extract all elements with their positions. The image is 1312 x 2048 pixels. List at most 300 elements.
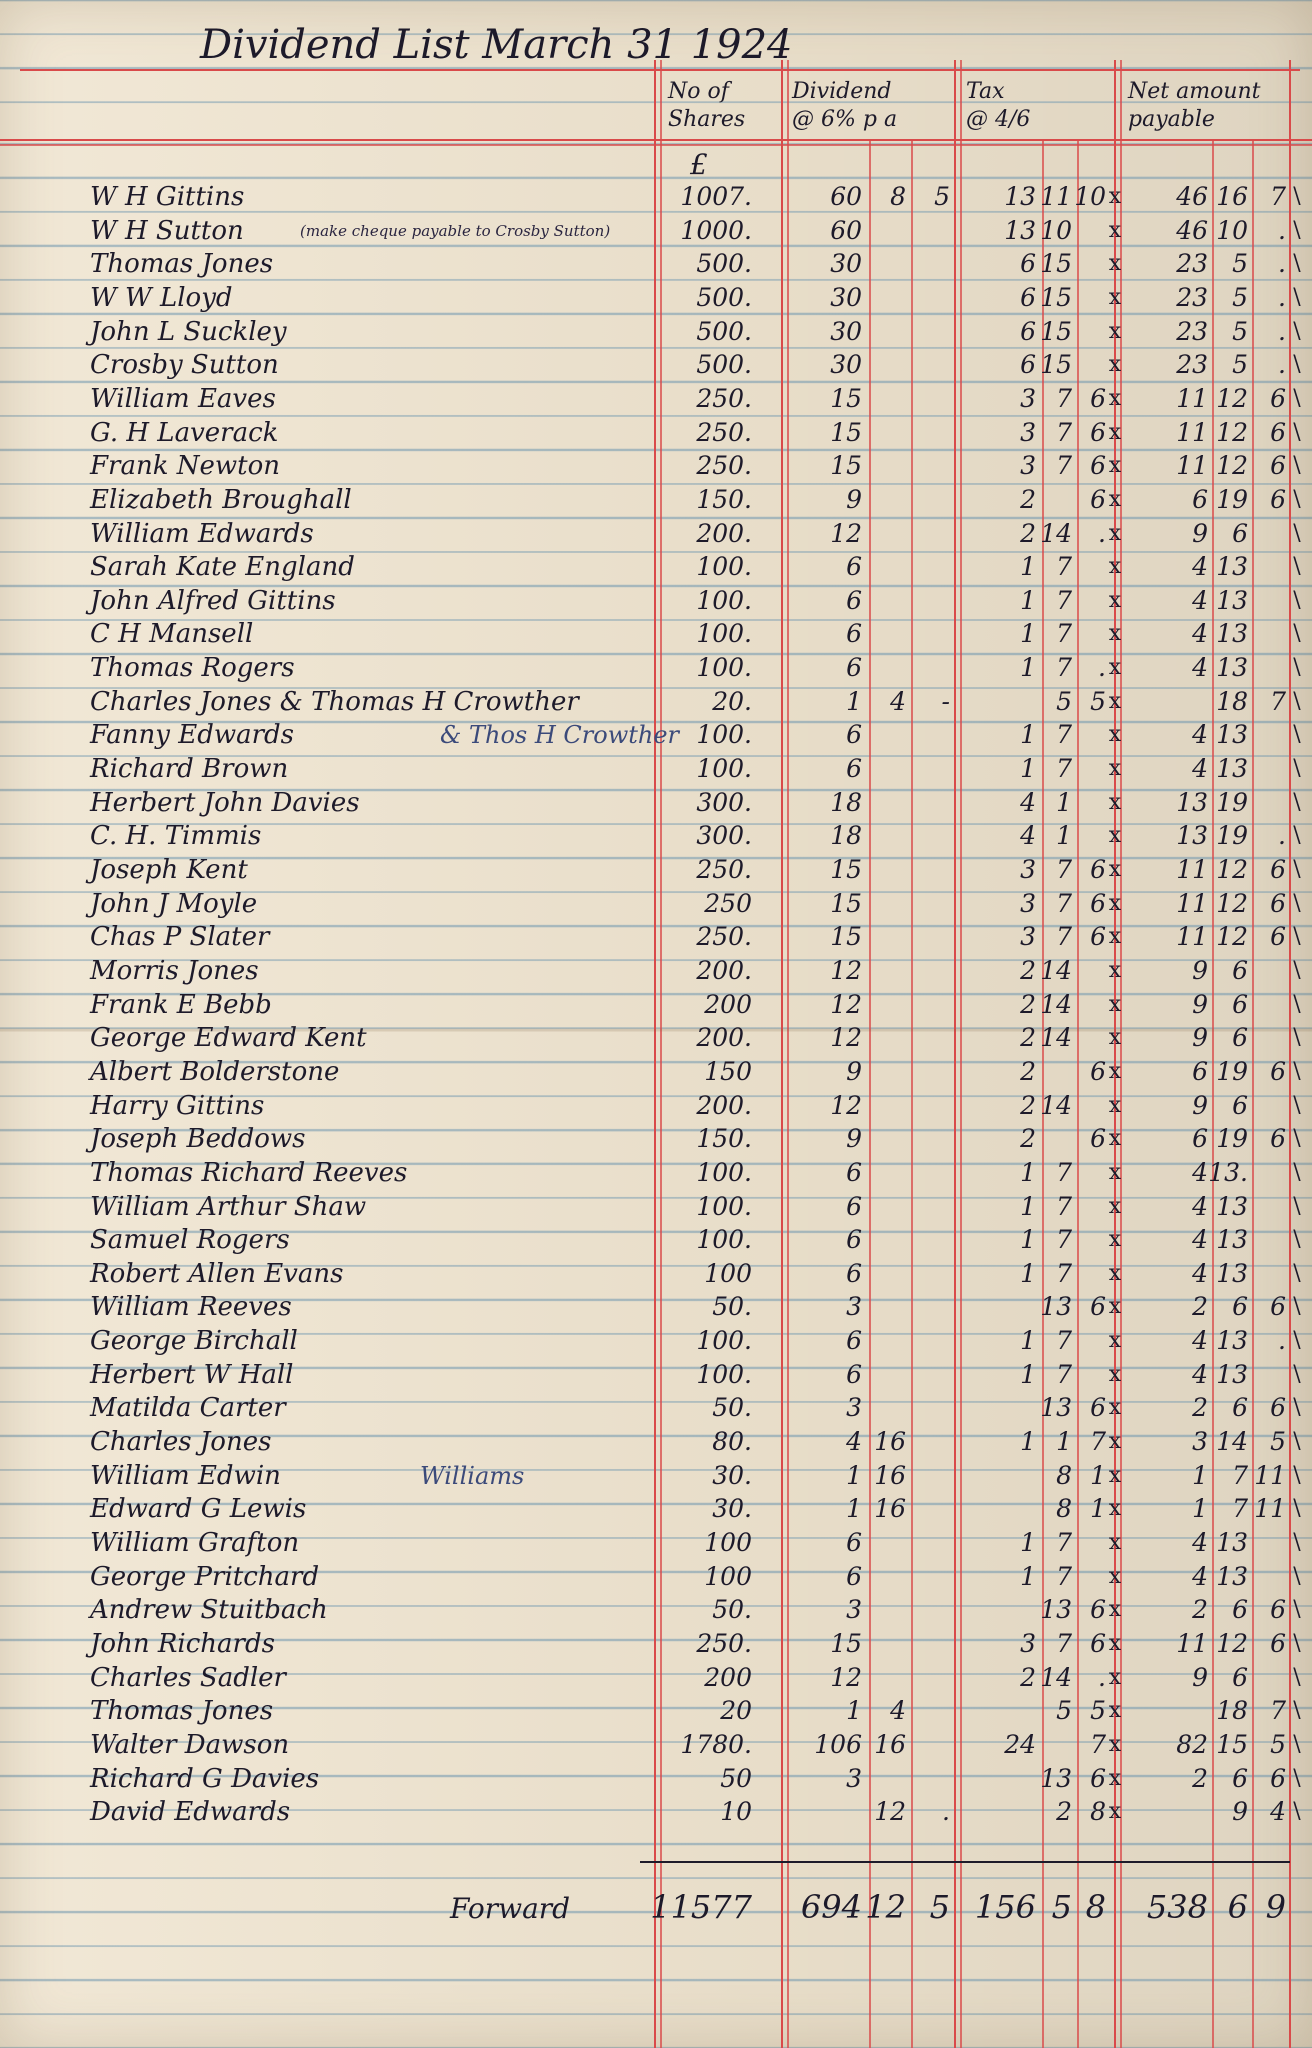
tax-shillings-cell: 14 [1040, 1663, 1072, 1692]
shares-cell: 100. [696, 754, 752, 783]
tax-pence-cell [1070, 1324, 1106, 1358]
net-pence-cell [1246, 617, 1286, 651]
div-shillings-cell [862, 1661, 906, 1695]
tax-pounds-cell: 1 [1020, 653, 1036, 682]
check-mark: \ [1293, 1126, 1301, 1151]
net-pounds-cell: 13 [1176, 788, 1208, 817]
net-shillings-cell: 13 [1216, 720, 1248, 749]
tick-mark: x [1108, 319, 1122, 344]
tax-pounds-cell: 3 [1020, 855, 1036, 884]
net-pounds-cell [1120, 1795, 1208, 1829]
div-shillings-cell [862, 1762, 906, 1796]
tax-shillings-cell: 7 [1056, 1192, 1072, 1221]
tax-pence-cell [1070, 1156, 1106, 1190]
tax-shillings-cell [1036, 483, 1072, 517]
tax-shillings-cell: 5 [1056, 687, 1072, 716]
div-pounds-cell: 30 [830, 317, 862, 346]
check-mark: \ [1293, 992, 1301, 1017]
div-pence-cell [904, 214, 950, 248]
tick-mark: x [1108, 487, 1122, 512]
div-shillings-cell [862, 382, 906, 416]
tax-pounds-cell: 1 [1020, 552, 1036, 581]
header-tax-line2: @ 4/6 [966, 107, 1031, 132]
div-shillings-cell: 16 [874, 1494, 906, 1523]
tax-shillings-cell [1036, 1122, 1072, 1156]
net-pence-cell: 7 [1270, 182, 1286, 211]
shareholder-name: Sarah Kate England [90, 552, 355, 582]
tax-pence-cell [1070, 1526, 1106, 1560]
net-shillings-cell: 13. [1208, 1158, 1248, 1187]
tax-pence-cell [1070, 281, 1106, 315]
net-shillings-cell: 5 [1232, 283, 1248, 312]
net-shillings-cell: 13 [1216, 653, 1248, 682]
div-pence-cell [904, 1156, 950, 1190]
tick-mark: x [1108, 1294, 1122, 1319]
div-pence-cell [904, 416, 950, 450]
div-pounds-cell: 6 [846, 619, 862, 648]
tax-shillings-cell: 7 [1056, 384, 1072, 413]
shareholder-name: Thomas Jones [90, 249, 274, 279]
shareholder-name: Chas P Slater [90, 922, 270, 952]
div-pence-cell [904, 1560, 950, 1594]
tick-mark: x [1108, 1059, 1122, 1084]
div-pounds-cell: 15 [830, 384, 862, 413]
net-pounds-cell: 4 [1192, 619, 1208, 648]
tax-shillings-cell: 1 [1056, 1427, 1072, 1456]
totals-label: Forward [450, 1892, 571, 1925]
header-shares-line1: No of [668, 79, 729, 104]
tax-shillings-cell: 15 [1040, 283, 1072, 312]
check-mark: \ [1293, 285, 1301, 310]
net-pounds-cell: 46 [1176, 216, 1208, 245]
div-shillings-cell: 4 [890, 1696, 906, 1725]
tax-pounds-cell: 1 [1020, 1158, 1036, 1187]
div-pounds-cell: 18 [830, 788, 862, 817]
tick-mark: x [1108, 1698, 1122, 1723]
div-pence-cell [904, 1526, 950, 1560]
shares-cell: 100 [704, 1259, 752, 1288]
tax-pounds-cell: 1 [1020, 1192, 1036, 1221]
tax-pounds-cell: 2 [1020, 956, 1036, 985]
tax-pence-cell [1070, 1021, 1106, 1055]
div-shillings-cell [862, 786, 906, 820]
div-pounds-cell: 6 [846, 1326, 862, 1355]
tax-pounds-cell: 6 [1020, 249, 1036, 278]
tax-pence-cell [1070, 214, 1106, 248]
tick-mark: x [1108, 1631, 1122, 1656]
tax-pounds-cell: 2 [1020, 519, 1036, 548]
div-pounds-cell: 9 [846, 485, 862, 514]
div-pence-cell [904, 1223, 950, 1257]
check-mark: \ [1293, 1698, 1301, 1723]
div-pence-cell [904, 1492, 950, 1526]
div-pence-cell [904, 1055, 950, 1089]
shares-cell: 50. [712, 1595, 752, 1624]
shareholder-name: Morris Jones [90, 956, 259, 986]
tax-pounds-cell [960, 1459, 1036, 1493]
net-shillings-cell: 12 [1216, 889, 1248, 918]
tax-pence-cell: 7 [1090, 1427, 1106, 1456]
div-pounds-cell: 30 [830, 350, 862, 379]
check-mark: \ [1293, 1261, 1301, 1286]
shareholder-name: W H Gittins [90, 182, 245, 212]
tick-mark: x [1108, 1530, 1122, 1555]
net-pence-cell [1246, 1661, 1286, 1695]
net-shillings-cell: 6 [1232, 1292, 1248, 1321]
shares-cell: 250. [696, 922, 752, 951]
tax-shillings-cell: 7 [1056, 653, 1072, 682]
header-dividend-line2: @ 6% p a [792, 107, 898, 132]
shareholder-name: John Alfred Gittins [90, 586, 336, 616]
tick-mark: x [1108, 1194, 1122, 1219]
shareholder-name: Joseph Beddows [90, 1124, 306, 1154]
tick-mark: x [1108, 857, 1122, 882]
div-pence-cell [904, 1593, 950, 1627]
shares-cell: 500. [696, 317, 752, 346]
div-shillings-cell [862, 853, 906, 887]
shareholder-name: Thomas Richard Reeves [90, 1158, 408, 1188]
shares-cell: 250. [696, 855, 752, 884]
tax-shillings-cell: 7 [1056, 855, 1072, 884]
net-pence-cell: 6 [1270, 889, 1286, 918]
tax-shillings-cell: 14 [1040, 990, 1072, 1019]
check-mark: \ [1293, 1194, 1301, 1219]
check-mark: \ [1293, 352, 1301, 377]
div-pence-cell: 5 [934, 182, 950, 211]
div-pounds-cell: 9 [846, 1124, 862, 1153]
tax-pounds-cell [960, 1795, 1036, 1829]
tax-shillings-cell: 5 [1056, 1696, 1072, 1725]
check-mark: \ [1293, 1059, 1301, 1084]
div-pence-cell [904, 1089, 950, 1123]
net-pence-cell: . [1278, 283, 1286, 312]
tax-pounds-cell: 2 [1020, 1663, 1036, 1692]
div-shillings-cell [862, 1324, 906, 1358]
net-shillings-cell: 19 [1216, 1057, 1248, 1086]
shareholder-name: Samuel Rogers [90, 1225, 290, 1255]
net-pence-cell [1246, 517, 1286, 551]
div-pounds-cell: 1 [846, 687, 862, 716]
div-pounds-cell: 30 [830, 249, 862, 278]
tax-shillings-cell: 7 [1056, 889, 1072, 918]
tax-pounds-cell [960, 1492, 1036, 1526]
tax-pounds-cell: 4 [1020, 788, 1036, 817]
check-mark: \ [1293, 790, 1301, 815]
net-shillings-cell: 19 [1216, 485, 1248, 514]
shareholder-name: William Edwards [90, 519, 314, 549]
tax-pence-cell: 6 [1090, 1629, 1106, 1658]
tax-shillings-cell: 7 [1056, 552, 1072, 581]
div-pounds-cell: 6 [846, 653, 862, 682]
shares-cell: 150. [696, 485, 752, 514]
div-shillings-cell [862, 584, 906, 618]
tax-shillings-cell: 13 [1040, 1595, 1072, 1624]
div-pence-cell [904, 651, 950, 685]
tax-pence-cell: 6 [1090, 1057, 1106, 1086]
div-shillings-cell [862, 281, 906, 315]
tax-pence-cell: 6 [1090, 889, 1106, 918]
shareholder-name: Matilda Carter [90, 1393, 286, 1423]
net-shillings-cell: 6 [1232, 1393, 1248, 1422]
div-pence-cell: - [941, 687, 950, 716]
div-pounds-cell: 6 [846, 754, 862, 783]
net-shillings-cell: 13 [1216, 1259, 1248, 1288]
tax-pence-cell [1070, 988, 1106, 1022]
net-pence-cell: 6 [1270, 855, 1286, 884]
div-pounds-cell: 6 [846, 1562, 862, 1591]
tax-pence-cell: 6 [1090, 1393, 1106, 1422]
tick-mark: x [1108, 1126, 1122, 1151]
tick-mark: x [1108, 655, 1122, 680]
net-pounds-cell: 11 [1176, 384, 1208, 413]
check-mark: \ [1293, 554, 1301, 579]
tax-pence-cell: . [1098, 653, 1106, 682]
net-pence-cell [1246, 1156, 1286, 1190]
div-shillings-cell [862, 718, 906, 752]
div-shillings-cell [862, 348, 906, 382]
net-pounds-cell: 4 [1192, 720, 1208, 749]
div-pence-cell [904, 550, 950, 584]
tax-shillings-cell: 14 [1040, 519, 1072, 548]
div-shillings-cell [862, 1122, 906, 1156]
div-pounds-cell: 106 [814, 1730, 862, 1759]
tick-mark: x [1108, 1395, 1122, 1420]
shareholder-name: Charles Jones & Thomas H Crowther [90, 687, 579, 717]
tick-mark: x [1108, 285, 1122, 310]
header-net-line2: payable [1128, 107, 1215, 132]
div-shillings-cell [862, 449, 906, 483]
tax-pounds-cell: 13 [1004, 216, 1036, 245]
shares-cell: 200. [696, 1091, 752, 1120]
tax-pence-cell [1070, 819, 1106, 853]
shares-cell: 100. [696, 552, 752, 581]
net-shillings-cell: 12 [1216, 451, 1248, 480]
net-shillings-cell: 12 [1216, 855, 1248, 884]
tax-pence-cell [1070, 1358, 1106, 1392]
net-pounds-cell: 4 [1192, 1326, 1208, 1355]
tax-pounds-cell: 13 [1004, 182, 1036, 211]
shareholder-name: George Birchall [90, 1326, 298, 1356]
tax-pence-cell: 6 [1090, 485, 1106, 514]
shares-cell: 1780. [680, 1730, 752, 1759]
net-pence-cell [1246, 584, 1286, 618]
shareholder-name: William Reeves [90, 1292, 292, 1322]
div-shillings-cell [862, 1560, 906, 1594]
div-pence-cell [904, 1122, 950, 1156]
tax-pounds-cell: 2 [1020, 1091, 1036, 1120]
net-pence-cell: 6 [1270, 1057, 1286, 1086]
shares-cell: 200. [696, 956, 752, 985]
tax-pounds-cell: 1 [1020, 1326, 1036, 1355]
shares-cell: 300. [696, 788, 752, 817]
div-pounds-cell: 6 [846, 1158, 862, 1187]
totals-tax-pence: 8 [1085, 1888, 1106, 1926]
net-pence-cell: 11 [1254, 1461, 1286, 1490]
div-shillings-cell [862, 1257, 906, 1291]
shareholder-name: Walter Dawson [90, 1730, 290, 1760]
net-shillings-cell: 13 [1216, 552, 1248, 581]
tick-mark: x [1108, 756, 1122, 781]
tax-shillings-cell: 7 [1056, 1562, 1072, 1591]
div-pence-cell [904, 718, 950, 752]
net-shillings-cell: 7 [1232, 1494, 1248, 1523]
tax-pounds-cell: 2 [1020, 485, 1036, 514]
shareholder-name: C H Mansell [90, 619, 254, 649]
div-shillings-cell [862, 1627, 906, 1661]
check-mark: \ [1293, 621, 1301, 646]
shares-cell: 100. [696, 1360, 752, 1389]
div-shillings-cell [862, 988, 906, 1022]
tax-shillings-cell: 7 [1056, 1629, 1072, 1658]
tax-pounds-cell: 2 [1020, 1023, 1036, 1052]
tax-pence-cell: 8 [1090, 1797, 1106, 1826]
shareholder-name: William Eaves [90, 384, 276, 414]
check-mark: \ [1293, 1429, 1301, 1454]
check-mark: \ [1293, 1227, 1301, 1252]
check-mark: \ [1293, 1799, 1301, 1824]
shareholder-name: George Pritchard [90, 1562, 320, 1592]
shares-cell: 100. [696, 1326, 752, 1355]
div-pounds-cell: 1 [846, 1494, 862, 1523]
net-pounds-cell: 4 [1192, 552, 1208, 581]
tick-mark: x [1108, 1227, 1122, 1252]
shares-cell: 500. [696, 249, 752, 278]
check-mark: \ [1293, 1294, 1301, 1319]
tick-mark: x [1108, 453, 1122, 478]
tick-mark: x [1108, 184, 1122, 209]
tax-shillings-cell: 7 [1056, 1259, 1072, 1288]
shareholder-name: John Richards [90, 1629, 275, 1659]
div-pounds-cell: 12 [830, 1023, 862, 1052]
net-pence-cell [1246, 1526, 1286, 1560]
div-shillings-cell [862, 1223, 906, 1257]
check-mark: \ [1293, 1564, 1301, 1589]
div-pounds-cell: 12 [830, 1663, 862, 1692]
check-mark: \ [1293, 891, 1301, 916]
net-pence-cell: 6 [1270, 384, 1286, 413]
tax-shillings-cell: 7 [1056, 1158, 1072, 1187]
net-pounds-cell: 23 [1176, 317, 1208, 346]
tax-shillings-cell: 7 [1056, 418, 1072, 447]
net-pounds-cell: 4 [1192, 1192, 1208, 1221]
net-pounds-cell: 23 [1176, 350, 1208, 379]
check-mark: \ [1293, 1496, 1301, 1521]
tax-shillings-cell: 7 [1056, 922, 1072, 951]
tax-pounds-cell: 3 [1020, 451, 1036, 480]
shares-cell: 150 [704, 1057, 752, 1086]
div-pence-cell [904, 752, 950, 786]
div-shillings-cell: 16 [874, 1730, 906, 1759]
check-mark: \ [1293, 756, 1301, 781]
net-pence-cell: . [1278, 216, 1286, 245]
tick-mark: x [1108, 1766, 1122, 1791]
tax-pounds-cell: 3 [1020, 384, 1036, 413]
net-shillings-cell: 13 [1216, 1562, 1248, 1591]
tax-pence-cell [1070, 954, 1106, 988]
tax-pounds-cell [960, 1593, 1036, 1627]
tax-pence-cell: 5 [1090, 1696, 1106, 1725]
net-shillings-cell: 9 [1232, 1797, 1248, 1826]
tax-pounds-cell: 2 [1020, 1124, 1036, 1153]
net-pounds-cell: 9 [1192, 519, 1208, 548]
check-mark: \ [1293, 1631, 1301, 1656]
net-pounds-cell: 4 [1192, 754, 1208, 783]
div-pence-cell [904, 786, 950, 820]
net-shillings-cell: 12 [1216, 418, 1248, 447]
net-pence-cell [1246, 1560, 1286, 1594]
div-pounds-cell: 30 [830, 283, 862, 312]
tax-shillings-cell: 13 [1040, 1292, 1072, 1321]
shares-cell: 250. [696, 1629, 752, 1658]
net-pence-cell: 6 [1270, 1124, 1286, 1153]
net-shillings-cell: 6 [1232, 956, 1248, 985]
div-pounds-cell: 12 [830, 519, 862, 548]
totals-tax-shillings: 5 [1051, 1888, 1072, 1926]
tax-shillings-cell: 15 [1040, 317, 1072, 346]
net-pence-cell: 6 [1270, 1393, 1286, 1422]
tick-mark: x [1108, 924, 1122, 949]
tick-mark: x [1108, 621, 1122, 646]
totals-div-pence: 5 [929, 1888, 950, 1926]
shares-cell: 100. [696, 619, 752, 648]
tick-mark: x [1108, 1093, 1122, 1118]
net-shillings-cell: 12 [1216, 1629, 1248, 1658]
div-pence-cell [904, 1627, 950, 1661]
div-shillings-cell [862, 752, 906, 786]
check-mark: \ [1293, 487, 1301, 512]
check-mark: \ [1293, 251, 1301, 276]
net-pounds-cell: 4 [1192, 1562, 1208, 1591]
tax-pence-cell: 1 [1090, 1461, 1106, 1490]
div-pounds-cell: 15 [830, 889, 862, 918]
tax-pence-cell: 6 [1090, 922, 1106, 951]
tax-pounds-cell: 1 [1020, 1562, 1036, 1591]
net-pounds-cell: 2 [1192, 1595, 1208, 1624]
shares-cell: 20 [720, 1696, 752, 1725]
div-pounds-cell: 6 [846, 1360, 862, 1389]
net-shillings-cell: 5 [1232, 249, 1248, 278]
tick-mark: x [1108, 1564, 1122, 1589]
shareholder-name: Herbert W Hall [90, 1360, 294, 1390]
tax-pence-cell: 6 [1090, 855, 1106, 884]
header-tax-line1: Tax [966, 79, 1005, 104]
div-shillings-cell [862, 819, 906, 853]
net-pence-cell: 11 [1254, 1494, 1286, 1523]
net-shillings-cell: 18 [1216, 1696, 1248, 1725]
div-shillings-cell [862, 1526, 906, 1560]
tick-mark: x [1108, 588, 1122, 613]
check-mark: \ [1293, 689, 1301, 714]
shares-cell: 100. [696, 1158, 752, 1187]
div-pence-cell: . [942, 1797, 950, 1826]
div-pence-cell [904, 1459, 950, 1493]
net-pounds-cell: 11 [1176, 418, 1208, 447]
div-pence-cell [904, 887, 950, 921]
tick-mark: x [1108, 1261, 1122, 1286]
tick-mark: x [1108, 251, 1122, 276]
div-pence-cell [904, 1190, 950, 1224]
tax-shillings-cell: 2 [1056, 1797, 1072, 1826]
shares-cell: 200 [704, 990, 752, 1019]
div-shillings-cell [862, 315, 906, 349]
net-pence-cell [1246, 1089, 1286, 1123]
net-shillings-cell: 6 [1232, 1595, 1248, 1624]
net-shillings-cell: 13 [1216, 1528, 1248, 1557]
shares-cell: 100 [704, 1528, 752, 1557]
net-pence-cell [1246, 1358, 1286, 1392]
check-mark: \ [1293, 958, 1301, 983]
header-dividend-line1: Dividend [792, 79, 892, 104]
